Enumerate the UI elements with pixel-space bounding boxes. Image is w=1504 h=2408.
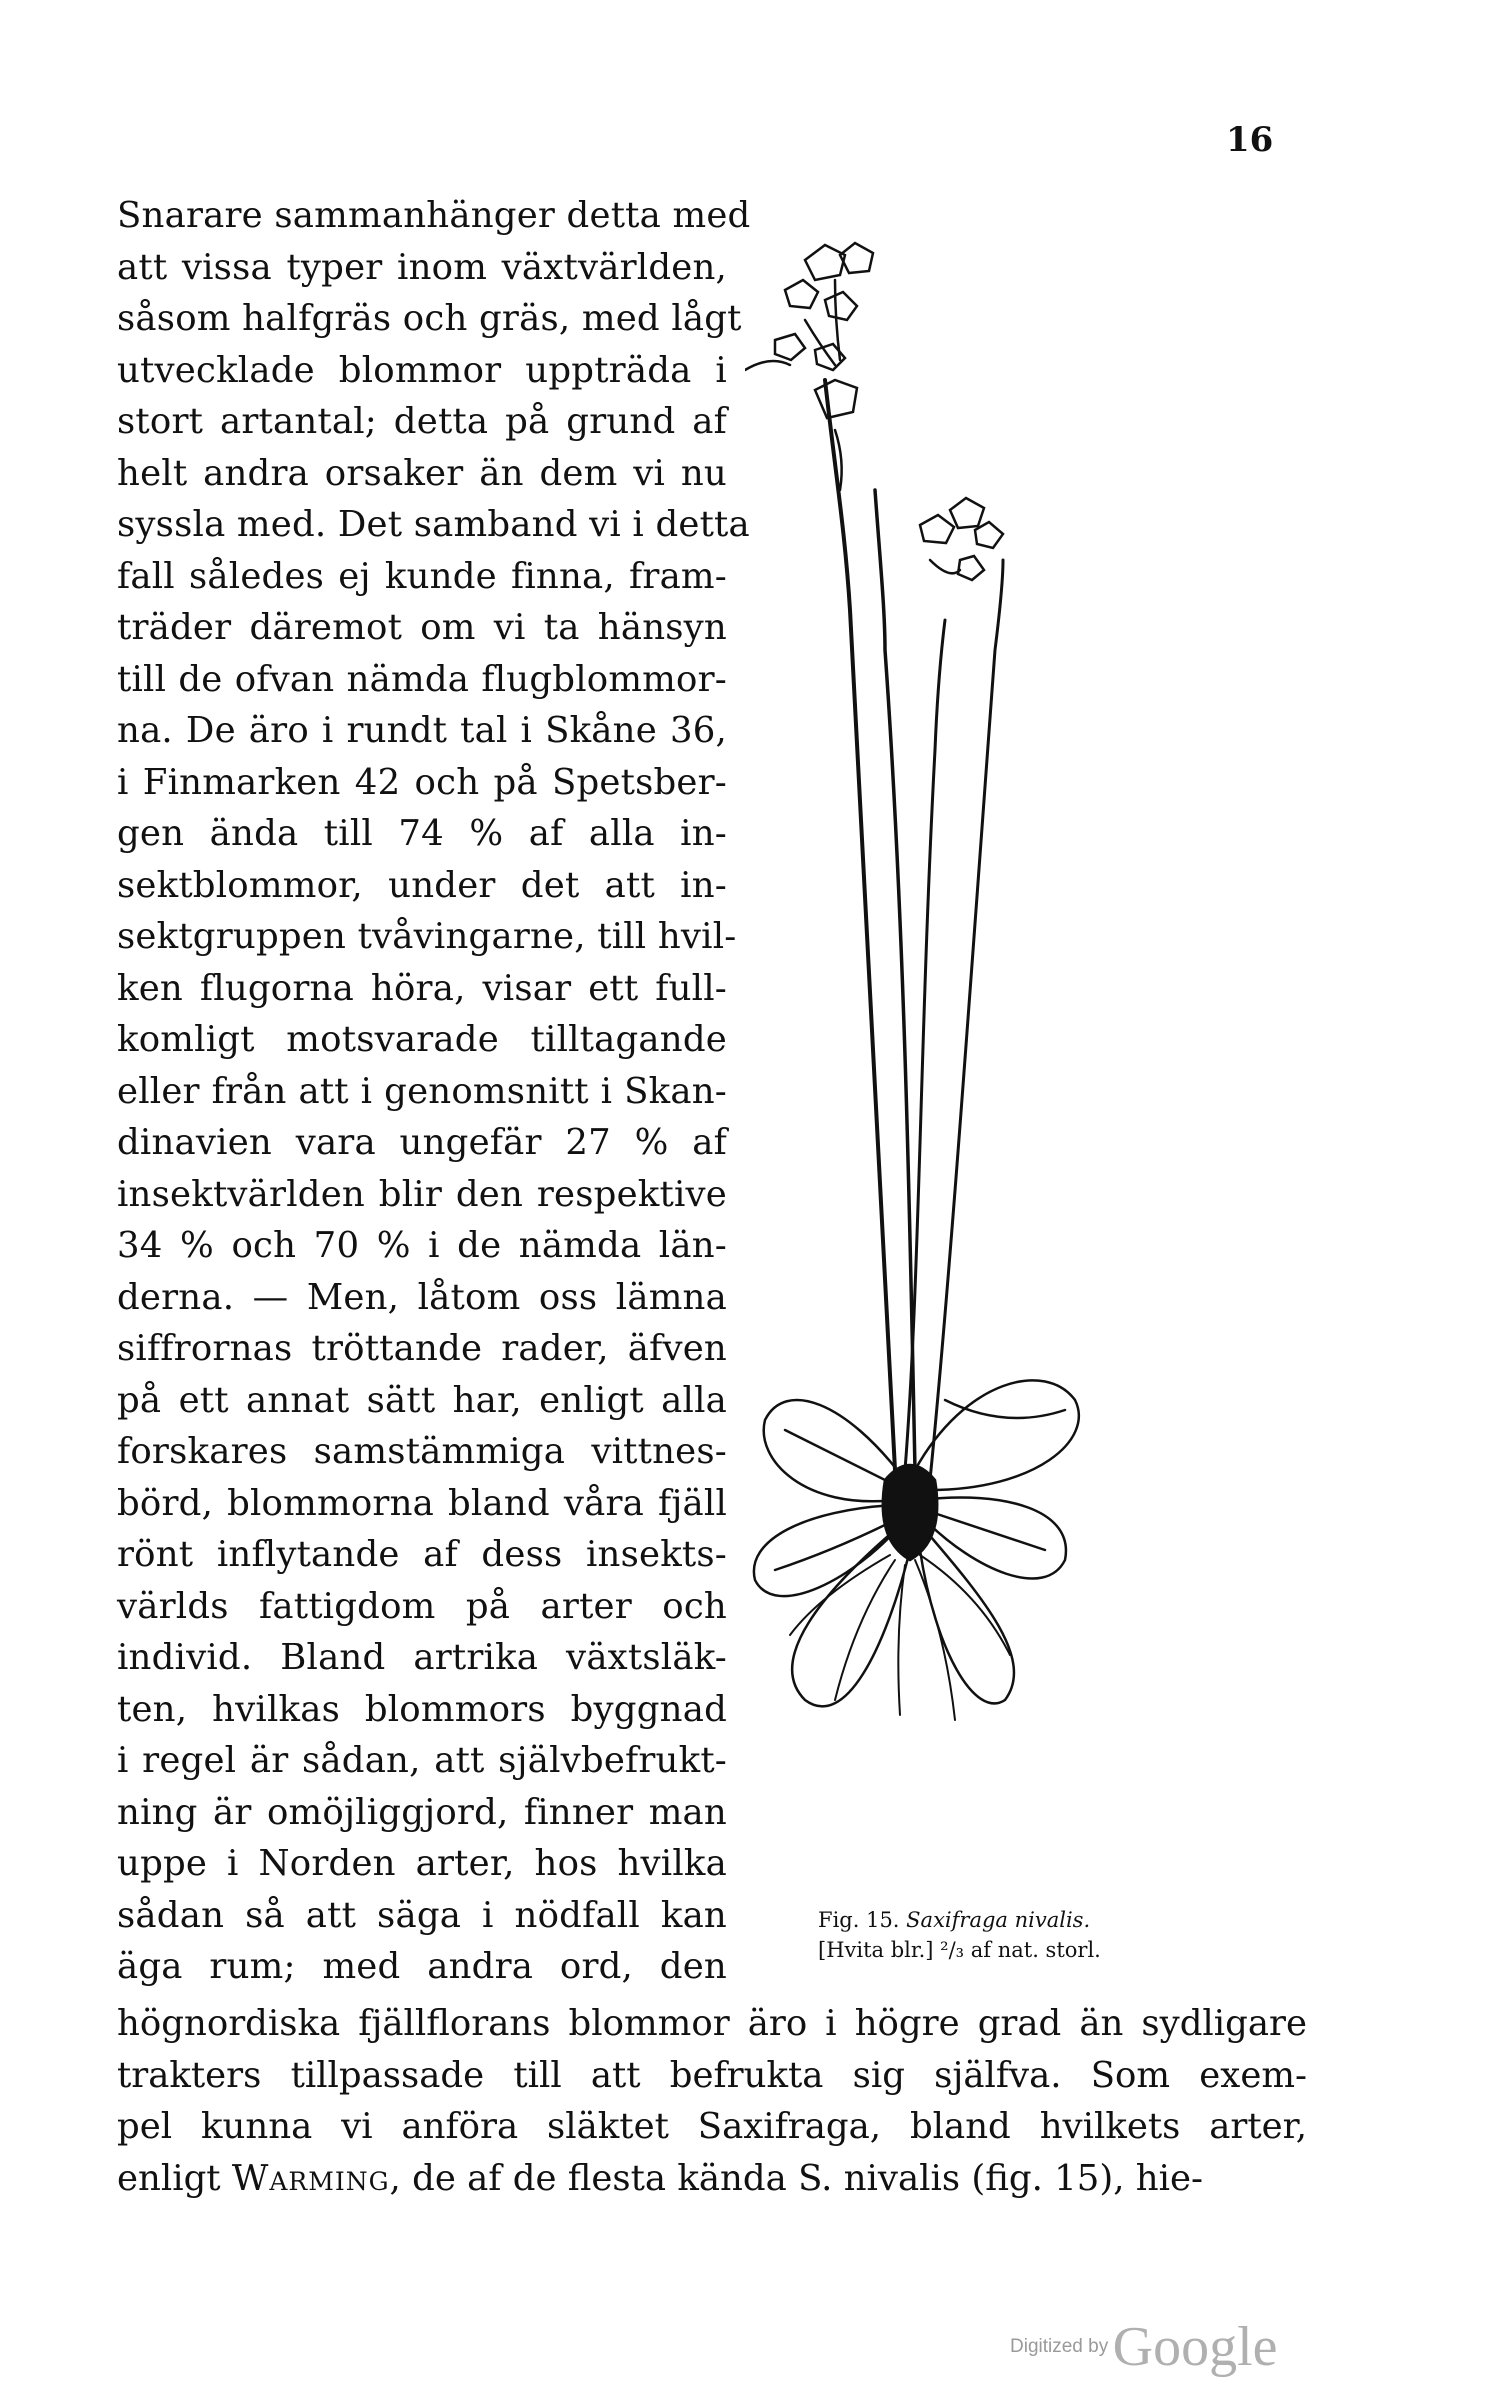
text-line: ning är omöjliggjord, finner man: [117, 1791, 727, 1833]
text-line: derna. — Men, låtom oss lämna: [117, 1276, 727, 1318]
text-line: rönt inflytande af dess insekts-: [117, 1534, 727, 1575]
author-name: Warming: [231, 2157, 390, 2199]
text-line: komligt motsvarade tilltagande: [117, 1019, 727, 1060]
text-line: på ett annat sätt har, enligt alla: [117, 1379, 727, 1421]
full-width-text: [117, 1998, 1307, 2204]
text-line: uppe i Norden arter, hos hvilka: [117, 1843, 727, 1884]
text-line: gen ända till 74 % af alla in-: [117, 813, 727, 854]
text-line: stort artantal; detta på grund af: [117, 401, 727, 442]
watermark: [1010, 2315, 1278, 2379]
text-line: äga rum; med andra ord, den: [117, 1946, 727, 1987]
text-line: i Finmarken 42 och på Spetsber-: [117, 761, 727, 803]
text-line: sektblommor, under det att in-: [117, 864, 727, 906]
text-line: siffrornas tröttande rader, äfven: [117, 1328, 727, 1369]
text-line: eller från att i genomsnitt i Skan-: [117, 1070, 727, 1112]
text-line: individ. Bland artrika växtsläk-: [117, 1637, 727, 1678]
column-text: [117, 190, 751, 1993]
text-line: na. De äro i rundt tal i Skåne 36,: [117, 710, 727, 751]
text-line: såsom halfgräs och gräs, med lågt: [117, 298, 742, 339]
text-line-last: enligt Warming, de af de flesta kända S. nivalis (fig. 15), hie-: [117, 2157, 1203, 2199]
text-line: högnordiska fjällflorans blommor äro i högre grad än sydligare: [117, 2003, 1307, 2044]
text-line: ten, hvilkas blommors byggnad: [117, 1688, 727, 1730]
text-line: forskares samstämmiga vittnes-: [117, 1431, 727, 1472]
text-line: träder däremot om vi ta hänsyn: [117, 607, 727, 648]
text-line: helt andra orsaker än dem vi nu: [117, 452, 727, 494]
caption-line2: [Hvita blr.] ²/₃ af nat. storl.: [818, 1938, 1101, 1962]
page-number: 16: [1226, 120, 1274, 160]
text-line: insektvärlden blir den respektive: [117, 1173, 727, 1215]
google-logo: Google: [1112, 2316, 1278, 2378]
text-line: 34 % och 70 % i de nämda län-: [117, 1225, 727, 1266]
text-line: börd, blommorna bland våra fjäll: [117, 1482, 727, 1524]
text-line: sådan så att säga i nödfall kan: [117, 1894, 727, 1936]
saxifraga-illustration: [745, 230, 1285, 1890]
text-line: till de ofvan nämda flugblommor-: [117, 658, 727, 700]
text-line: sektgruppen tvåvingarne, till hvil-: [117, 916, 737, 957]
caption-species: Saxifraga nivalis.: [906, 1908, 1091, 1932]
text-line: syssla med. Det samband vi i detta: [117, 504, 750, 545]
text-line: Snarare sammanhänger detta med: [117, 195, 751, 236]
text-line: i regel är sådan, att självbefrukt-: [117, 1740, 727, 1781]
text-line: att vissa typer inom växtvärlden,: [117, 246, 727, 288]
text-line: fall således ej kunde finna, fram-: [117, 555, 727, 597]
text-line: utvecklade blommor uppträda i: [117, 349, 727, 391]
text-line: pel kunna vi anföra släktet Saxifraga, bland hvilkets arter,: [117, 2106, 1307, 2147]
text-line: ken flugorna höra, visar ett full-: [117, 967, 727, 1009]
text-line: världs fattigdom på arter och: [117, 1585, 727, 1627]
caption-fig-label: Fig. 15.: [818, 1908, 900, 1932]
watermark-small: Digitized by: [1010, 2336, 1109, 2357]
text-line: dinavien vara ungefär 27 % af: [117, 1122, 727, 1163]
figure-caption: [818, 1905, 1278, 1965]
text-line: trakters tillpassade till att befrukta sig själfva. Som exem-: [117, 2054, 1307, 2096]
